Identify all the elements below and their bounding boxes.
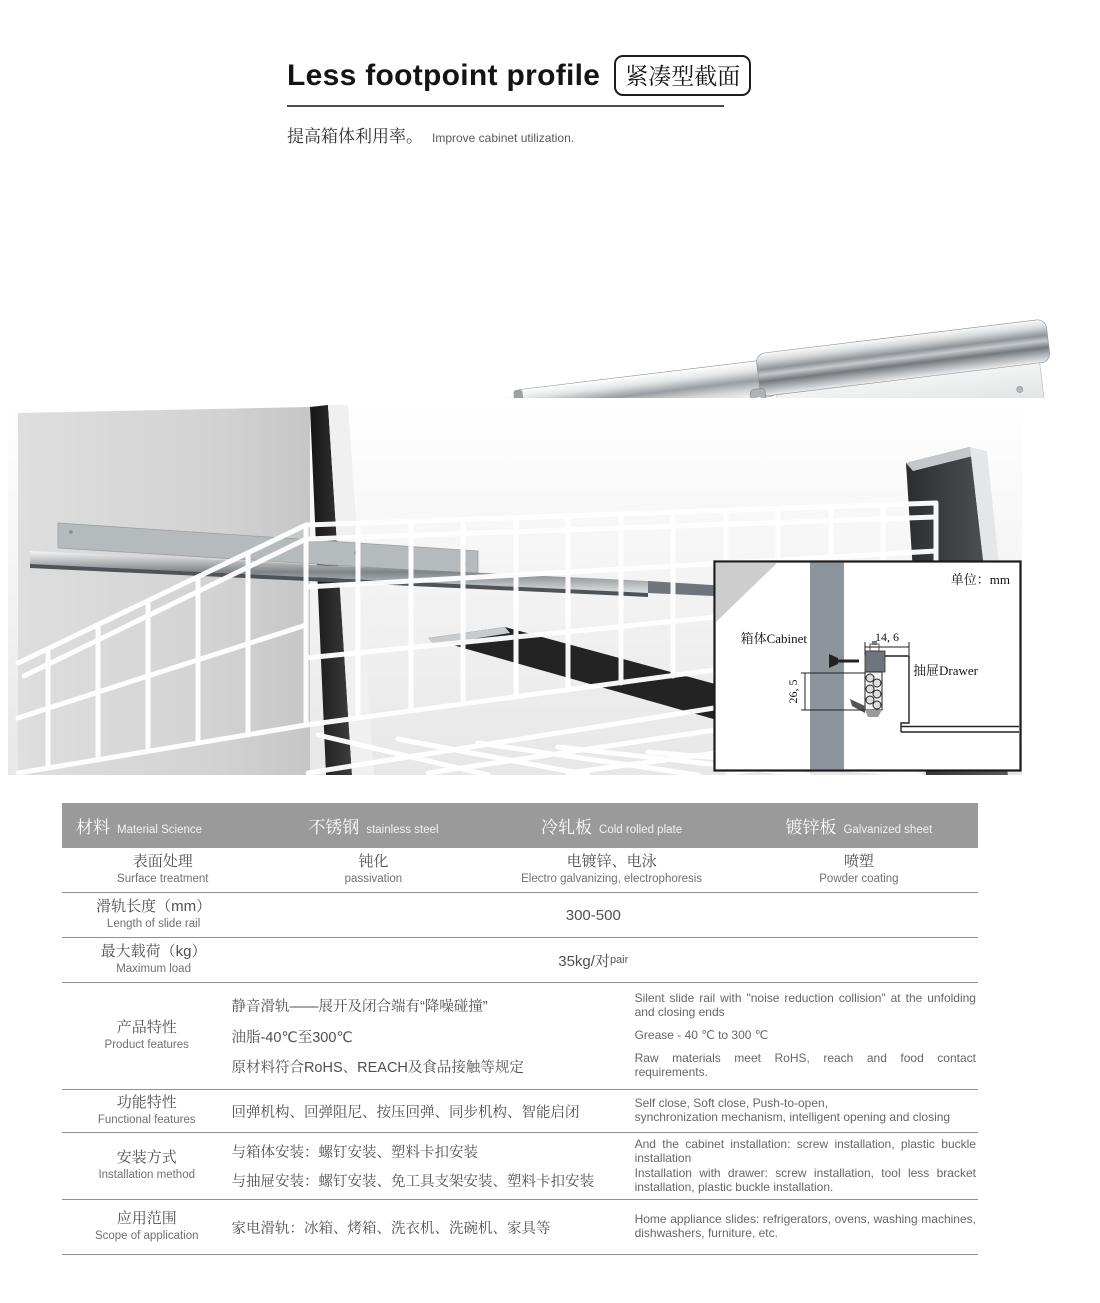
- page-title: Less footpoint profile: [287, 58, 601, 92]
- length-value: 300-500: [565, 906, 621, 924]
- load-label: 最大载荷（kg） Maximum load: [100, 943, 207, 976]
- dim-top-value: 14, 6: [875, 630, 899, 644]
- row-product-features: [62, 983, 978, 1090]
- header-stainless-steel: 不锈钢 stainless steel: [308, 818, 439, 837]
- table-header-row: [62, 803, 978, 848]
- row-scope-of-application: [62, 1200, 978, 1255]
- title-divider: [287, 105, 724, 107]
- row-surface-treatment: [62, 848, 978, 893]
- drawer-label: 抽屉Drawer: [913, 663, 978, 678]
- product-rail-image: [0, 148, 1100, 398]
- functional-item: 回弹机构、回弹阻尼、按压回弹、同步机构、智能启闭 Self close, Soft close, Push-to-open, synchronization mechanism, intelligent opening and closing: [231, 1096, 951, 1124]
- slide-rail-illustration: [0, 148, 1100, 398]
- feature-item: 静音滑轨——展开及闭合端有“降噪碰撞” Silent slide rail with "noise reduction collision" at the unfolding and closing ends: [231, 990, 976, 1019]
- cross-section-diagram: [713, 560, 1022, 772]
- dim-left-value: 26, 5: [786, 679, 800, 704]
- row-installation-method: [62, 1133, 978, 1200]
- header-cold-rolled-plate: 冷轧板 Cold rolled plate: [541, 818, 683, 837]
- length-label: 滑轨长度（mm） Length of slide rail: [96, 898, 212, 931]
- cabinet-wall-bar: [810, 563, 844, 770]
- installation-item: 与抽屉安装：螺钉安装、免工具支架安装、塑料卡扣安装 Installation with drawer: screw installation, tool less bracket installation, plastic buckle installation.: [231, 1165, 976, 1194]
- functional-label: 功能特性 Functional features: [97, 1094, 196, 1127]
- installation-item: 与箱体安装：螺钉安装、塑料卡扣安装 And the cabinet installation: screw installation, plastic buckle installation: [231, 1136, 976, 1165]
- surface-electro-galvanizing: 电镀锌、电泳 Electro galvanizing, electrophoresis: [521, 853, 703, 886]
- spec-table: [62, 803, 978, 1255]
- row-functional-features: [62, 1090, 978, 1133]
- row-max-load: [62, 938, 978, 983]
- row-rail-length: [62, 893, 978, 938]
- header-galvanized-sheet: 镀锌板 Galvanized sheet: [785, 818, 933, 837]
- load-value: 35kg/对 pair: [558, 952, 629, 970]
- surface-label: 表面处理 Surface treatment: [117, 853, 209, 886]
- tagline-zh: 提高箱体利用率。: [287, 127, 423, 146]
- surface-powder-coating: 喷塑 Powder coating: [819, 853, 899, 886]
- diagram-unit-label: 单位：mm: [950, 572, 1010, 587]
- cabinet-label: 箱体Cabinet: [740, 631, 807, 646]
- middle-sleeve: [513, 359, 778, 398]
- installation-label: 安装方式 Installation method: [98, 1149, 195, 1182]
- scope-item: 家电滑轨：冰箱、烤箱、洗衣机、洗碗机、家具等 Home appliance slides: refrigerators, ovens, washing machines, dishwashers, furniture, etc.: [231, 1212, 976, 1240]
- scope-label: 应用范围 Scope of application: [94, 1210, 199, 1243]
- surface-passivation: 钝化 passivation: [344, 853, 403, 886]
- application-photo: [8, 405, 1022, 775]
- header-material: 材料 Material Science: [76, 818, 203, 837]
- title-zh-badge: 紧凑型截面: [614, 55, 751, 96]
- features-label: 产品特性 Product features: [104, 1019, 189, 1052]
- tagline-en: Improve cabinet utilization.: [432, 131, 575, 145]
- feature-item: 油脂-40℃至300℃ Grease - 40 ℃ to 300 ℃: [231, 1028, 769, 1046]
- page-header: [287, 55, 757, 147]
- feature-item: 原材料符合RoHS、REACH及食品接触等规定 Raw materials meet RoHS, reach and food contact requirements.: [231, 1051, 976, 1080]
